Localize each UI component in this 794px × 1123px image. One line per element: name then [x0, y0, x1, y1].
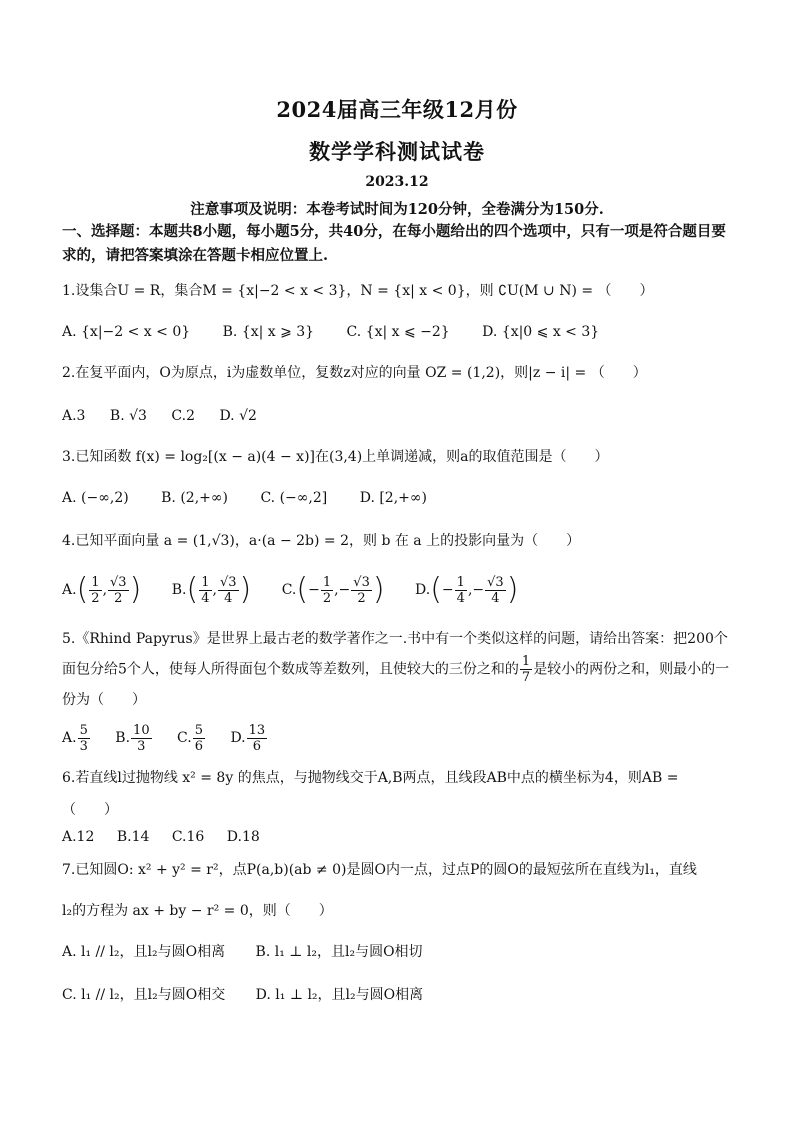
option-b: B. l₁ ⊥ l₂，且l₂与圆O相切	[255, 944, 423, 960]
question-5-stem: 5.《Rhind Papyrus》是世界上最古老的数学著作之一.书中有一个类似这样的问题，请给出答案：把200个面包分给5个人，使每人所得面包个数成等差数列，且使较大的三份之和的 $\frac{1}{7}$ 是较小的两份之和，则最小的一份为（ ）	[62, 631, 730, 708]
section-heading: 一、选择题：本题共8小题，每小题5分，共40分，在每小题给出的四个选项中，只有一项是符合题目要求的，请把答案填涂在答题卡相应位置上.	[62, 223, 726, 264]
option-a: A. (−∞,2)	[62, 490, 129, 506]
option-d-label: D.	[415, 582, 431, 598]
question-4-options	[62, 568, 546, 612]
question-2-stem: 2.在复平面内，O为原点，i为虚数单位，复数z对应的向量 OZ = (1,2)，则|z − i| = （ ）	[62, 365, 647, 381]
exam-subtitle: 数学学科测试试卷	[309, 139, 485, 164]
option-c: C. (−∞,2]	[260, 490, 328, 506]
option-b: B. {x| x ⩾ 3}	[222, 324, 315, 340]
frac-y: $\frac{√3}{4}$	[487, 574, 504, 606]
frac-one-seventh: $\frac{1}{7}$	[521, 654, 531, 685]
question-7-stem: 7.已知圆O: x² + y² = r²，点P(a,b)(ab ≠ 0)是圆O内一点，过点P的圆O的最短弦所在直线为l₁，直线	[62, 862, 697, 878]
question-2-options	[62, 405, 285, 427]
option-d: D.18	[226, 829, 260, 845]
option-a-label: A.	[62, 582, 77, 598]
option-c: C.2	[171, 408, 195, 424]
option-c-label: C.	[281, 582, 297, 598]
option-a: A.12	[62, 829, 95, 845]
option-d: D.(− $\frac{1}{4}$ ,− $\frac{√3}{4}$ )	[415, 572, 519, 607]
option-b-label: B.	[171, 582, 187, 598]
question-6-stem: 6.若直线l过抛物线 x² = 8y 的焦点，与抛物线交于A,B两点，且线段AB中点的横坐标为4，则AB =	[62, 770, 679, 786]
frac-x: $\frac{1}{4}$	[456, 574, 465, 606]
question-5-options	[62, 718, 296, 758]
option-c: C. $\frac{5}{6}$	[177, 722, 203, 754]
question-1-stem: 1.设集合U = R，集合M = {x|−2 < x < 3}，N = {x| x < 0}，则 ∁U(M ∪ N) = （ ）	[62, 283, 654, 299]
question-7-options-row2	[62, 984, 451, 1006]
option-c: C.16	[171, 829, 205, 845]
option-d: D. l₁ ⊥ l₂，且l₂与圆O相离	[255, 987, 424, 1003]
question-6-stem-continued: （ ）	[62, 802, 118, 818]
option-b: B.14	[116, 829, 150, 845]
option-a: A. l₁ // l₂，且l₂与圆O相离	[62, 944, 226, 960]
exam-note: 注意事项及说明：本卷考试时间为120分钟，全卷满分为150分.	[190, 201, 604, 218]
option-c: C. {x| x ⩽ −2}	[346, 324, 450, 340]
question-6-options	[62, 826, 288, 848]
frac-x: $\frac{1}{2}$	[91, 574, 100, 606]
exam-date: 2023.12	[365, 174, 429, 190]
option-a: A. $\frac{5}{3}$	[62, 722, 88, 754]
option-c: C.(− $\frac{1}{2}$ ,− $\frac{√3}{2}$ )	[281, 572, 385, 607]
option-d: D. [2,+∞)	[359, 490, 428, 506]
option-d: D. $\frac{13}{6}$	[230, 722, 266, 754]
question-4-stem: 4.已知平面向量 a = (1,√3)，a·(a − 2b) = 2，则 b 在 a 上的投影向量为（ ）	[62, 533, 581, 549]
question-3-options	[62, 487, 455, 509]
option-a: A.( $\frac{1}{2}$ , $\frac{√3}{2}$ )	[62, 572, 142, 607]
option-b: B. (2,+∞)	[161, 490, 229, 506]
frac-x: $\frac{1}{2}$	[322, 574, 332, 606]
frac-x: $\frac{1}{4}$	[201, 574, 210, 606]
option-d: D. √2	[219, 408, 257, 424]
option-a: A.3	[62, 408, 86, 424]
option-b: B. √3	[109, 408, 147, 424]
question-1-options	[62, 321, 627, 343]
frac-y: $\frac{√3}{2}$	[353, 574, 370, 606]
frac-y: $\frac{√3}{4}$	[219, 574, 237, 606]
frac-y: $\frac{√3}{2}$	[110, 574, 127, 606]
option-c: C. l₁ // l₂，且l₂与圆O相交	[62, 987, 226, 1003]
option-b: B. $\frac{10}{3}$	[115, 722, 150, 754]
question-7-stem-continued: l₂的方程为 ax + by − r² = 0，则（ ）	[62, 903, 333, 919]
option-d: D. {x|0 ⩽ x < 3}	[482, 324, 600, 340]
question-7-options-row1	[62, 941, 451, 963]
question-3-stem: 3.已知函数 f(x) = log₂[(x − a)(4 − x)]在(3,4)上单调递减，则a的取值范围是（ ）	[62, 449, 609, 465]
exam-title: 2024届高三年级12月份	[276, 97, 518, 122]
option-a: A. {x|−2 < x < 0}	[62, 324, 191, 340]
option-b: B.( $\frac{1}{4}$ , $\frac{√3}{4}$ )	[171, 572, 252, 607]
